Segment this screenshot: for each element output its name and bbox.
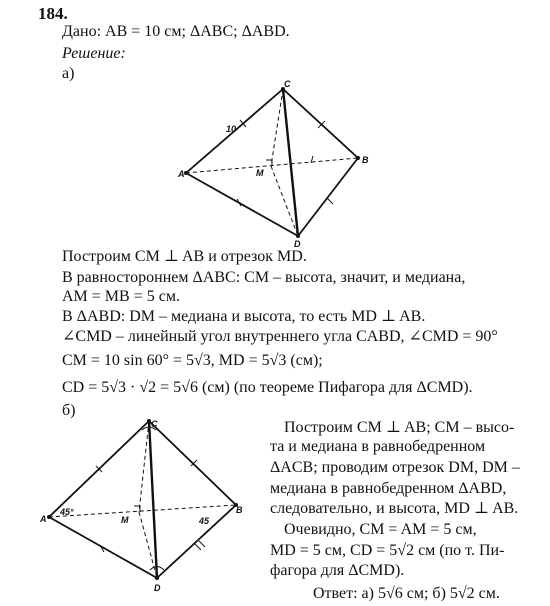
solution-label: Решение: — [62, 45, 126, 62]
part-b-line-8: фагора для ΔCMD). — [270, 562, 405, 579]
segment-cm — [139, 421, 149, 512]
part-a-line-7: CD = 5√3 · √2 = 5√6 (см) (по теореме Пифагора для ΔCMD). — [62, 379, 473, 396]
angle-b-label: 45 — [199, 516, 210, 526]
part-a-line-3: AM = MB = 5 см. — [62, 288, 180, 305]
part-b-line-5: следовательно, и высота, MD ⊥ AB. — [270, 500, 519, 517]
given-text: Дано: AB = 10 см; ΔABC; ΔABD. — [62, 23, 290, 40]
part-b-line-6: Очевидно, CM = AM = 5 см, — [284, 521, 477, 538]
part-a-line-2: В равностороннем ΔABC: CM – высота, значит, и медиана, — [62, 269, 466, 286]
problem-number: 184. — [38, 4, 68, 23]
part-b-line-2: та и медиана в равнобедренном — [270, 438, 486, 455]
part-b-line-7: MD = 5 см, CD = 5√2 см (по т. Пи- — [270, 542, 505, 559]
vertex-b-label: B — [236, 505, 243, 515]
part-b-line-1: Построим CM ⊥ AB; CM – высо- — [284, 419, 515, 436]
point-m-label: M — [121, 515, 129, 525]
vertex-c-label: C — [151, 419, 158, 429]
part-a-label: а) — [62, 65, 75, 82]
vertex-c-label: C — [284, 79, 291, 89]
part-b-label: б) — [62, 402, 76, 419]
vertex-b-label: B — [362, 155, 369, 165]
vertex-d-label: D — [294, 239, 301, 249]
edge-ad — [49, 517, 157, 578]
angle-a-label: 45° — [60, 507, 74, 517]
part-a-line-1: Построим CM ⊥ AB и отрезок MD. — [62, 248, 307, 265]
edge-cb — [149, 421, 236, 505]
vertex-a-label: A — [178, 169, 185, 179]
answer-line: Ответ: а) 5√6 см; б) 5√2 см. — [313, 585, 500, 602]
vertex-a-label: A — [40, 514, 47, 524]
part-a-line-4: В ΔABD: DM – медиана и высота, то есть MD ⊥ AB. — [62, 308, 426, 325]
part-a-line-5: ∠CMD – линейный угол внутреннего угла CABD, ∠CMD = 90° — [62, 328, 498, 345]
side-length-label: 10 — [226, 124, 237, 134]
part-b-line-4: медиана в равнобедренном ΔABD, — [270, 480, 507, 497]
part-b-line-3: ΔACB; проводим отрезок DM, DM – — [270, 459, 520, 476]
edge-db — [157, 505, 236, 578]
part-a-line-6: CM = 10 sin 60° = 5√3, MD = 5√3 (см); — [62, 352, 323, 369]
point-m-label: M — [256, 168, 264, 178]
vertex-d-label: D — [154, 583, 161, 593]
